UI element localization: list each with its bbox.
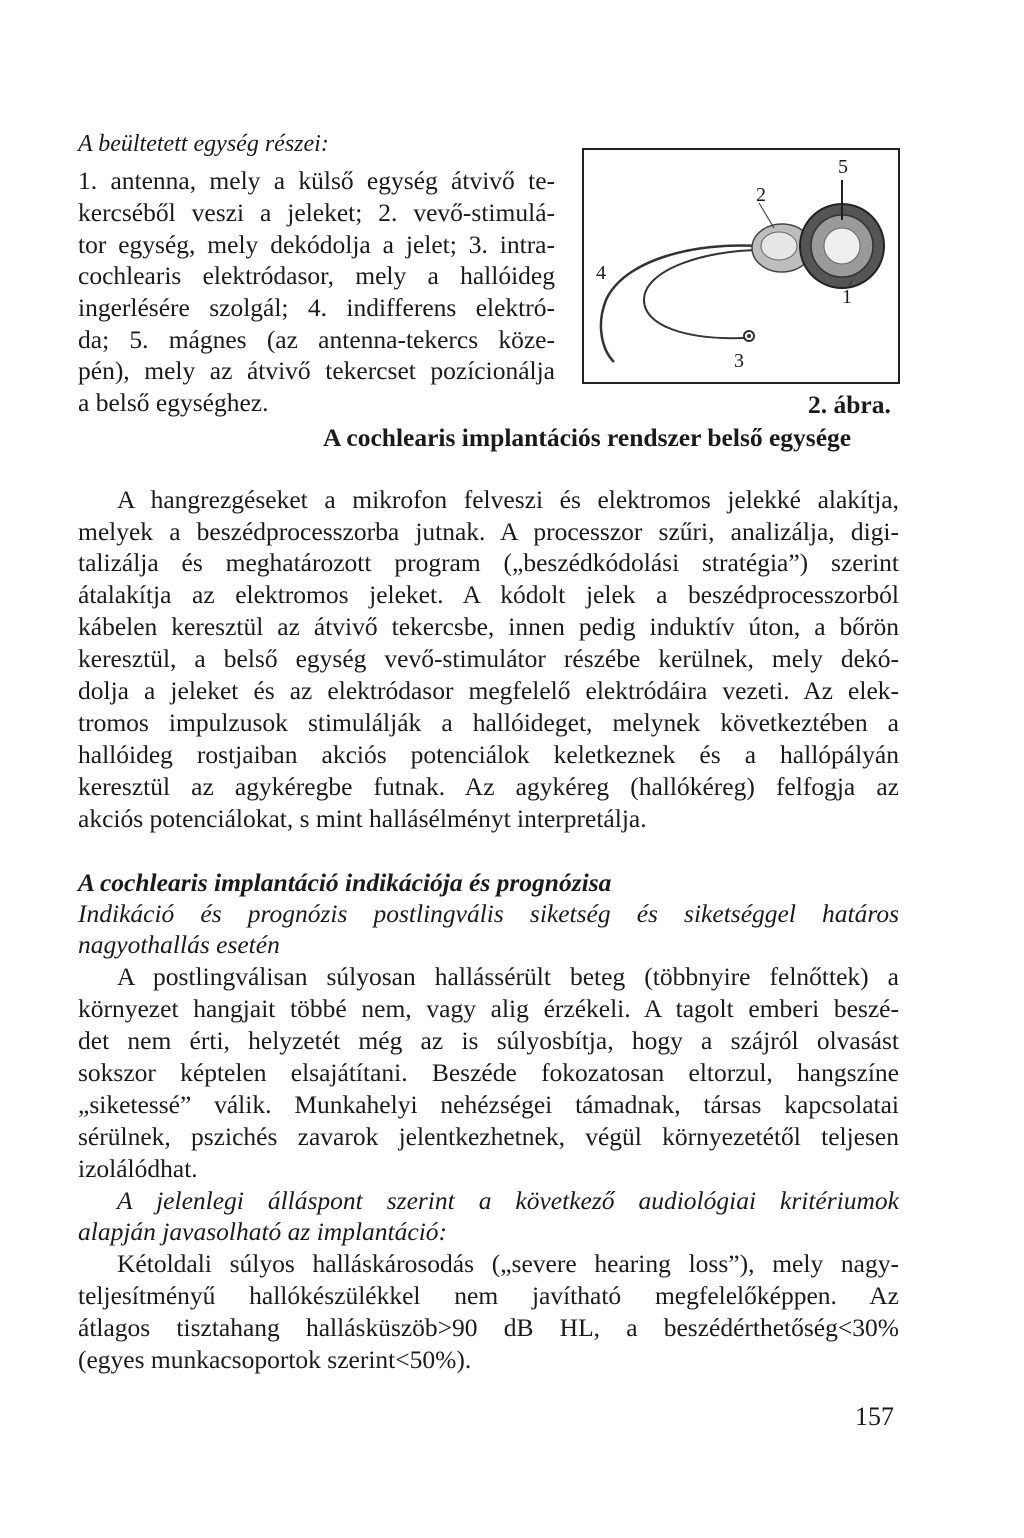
figure-caption-title: A cochlearis implantációs rendszer belső egysége <box>323 423 852 452</box>
criteria-heading-line: alapján javasolható az implantáció: <box>78 1217 448 1246</box>
body-text-line: hallóideg rostjaiban akciós potenciálok keletkeznek és a hallópályán <box>78 740 899 769</box>
body-text-line: átalakítja az elektromos jeleket. A kódolt jelek a beszédprocesszorból <box>78 580 899 609</box>
figure-label-3: 3 <box>734 350 744 372</box>
body-text-line: tromos impulzusok stimulálják a hallóideget, melynek következtében a <box>78 708 899 737</box>
criteria-heading-line: A jelenlegi álláspont szerint a következő audiológiai kritériumok <box>117 1186 899 1215</box>
body-text-line: kábelen keresztül az átvivő tekercsbe, innen pedig induktív úton, a bőrön <box>78 612 899 641</box>
figure-parts-line: ingerlésére szolgál; 4. indifferens elektró- <box>78 293 555 322</box>
figure-parts-line: da; 5. mágnes (az antenna-tekercs köze- <box>78 325 555 354</box>
figure-label-5: 5 <box>838 156 848 178</box>
body-text-line: sokszor képtelen elsajátítani. Beszéde fokozatosan eltorzul, hangszíne <box>78 1058 899 1087</box>
body-text-line: dolja a jeleket és az elektródasor megfelelő elektródáira vezeti. Az elek- <box>78 676 899 705</box>
figure-parts-line: cochlearis elektródasor, mely a hallóideg <box>78 261 555 290</box>
body-text-line: keresztül az agykéregbe futnak. Az agykéreg (hallókéreg) felfogja az <box>78 772 899 801</box>
figure-label-1: 1 <box>842 286 852 308</box>
implant-figure <box>582 148 900 384</box>
body-text-line: A hangrezgéseket a mikrofon felveszi és elektromos jelekké alakítja, <box>117 485 899 514</box>
figure-number: 2. ábra. <box>808 390 891 419</box>
section-heading: A cochlearis implantáció indikációja és prognózisa <box>78 868 612 897</box>
body-text-line: környezet hangjait többé nem, vagy alig érzékeli. A tagolt emberi beszé- <box>78 994 899 1023</box>
body-text-line: (egyes munkacsoportok szerint<50%). <box>78 1345 472 1374</box>
body-text-line: akciós potenciálokat, s mint hallásélményt interpretálja. <box>78 804 647 833</box>
body-text-line: sérülnek, pszichés zavarok jelentkezhetnek, végül környezetétől teljesen <box>78 1122 899 1151</box>
figure-label-4: 4 <box>596 262 606 284</box>
subheading-line: nagyothallás esetén <box>78 930 280 959</box>
body-text-line: „siketessé” válik. Munkahelyi nehézségei támadnak, társas kapcsolatai <box>78 1090 899 1119</box>
body-text-line: talizálja és meghatározott program („beszédkódolási stratégia”) szerint <box>78 548 899 577</box>
subheading-line: Indikáció és prognózis postlingvális siketség és siketséggel határos <box>78 899 899 928</box>
figure-parts-line: kercséből veszi a jeleket; 2. vevő-stimulá- <box>78 198 555 227</box>
body-text-line: átlagos tisztahang hallásküszöb>90 dB HL, a beszédérthetőség<30% <box>78 1313 899 1342</box>
body-text-line: det nem érti, helyzetét még az is súlyosbítja, hogy a szájról olvasást <box>78 1026 899 1055</box>
body-text-line: keresztül, a belső egység vevő-stimulátor részébe kerülnek, mely dekó- <box>78 644 899 673</box>
figure-parts-line: pén), mely az átvivő tekercset pozícionálja <box>78 356 555 385</box>
body-text-line: melyek a beszédprocesszorba jutnak. A processzor szűri, analizálja, digi- <box>78 517 899 546</box>
body-text-line: A postlingválisan súlyosan hallássérült beteg (többnyire felnőttek) a <box>117 962 899 991</box>
body-text-line: teljesítményű hallókészülékkel nem javítható megfelelőképpen. Az <box>78 1281 899 1310</box>
figure-parts-line: 1. antenna, mely a külső egység átvivő te- <box>78 166 555 195</box>
body-text-line: izolálódhat. <box>78 1154 198 1183</box>
body-text-line: Kétoldali súlyos halláskárosodás („severe hearing loss”), mely nagy- <box>117 1249 899 1278</box>
implant-illustration <box>584 150 898 382</box>
page-number: 157 <box>855 1402 894 1431</box>
figure-label-2: 2 <box>756 184 766 206</box>
figure-parts-line: tor egység, mely dekódolja a jelet; 3. intra- <box>78 230 555 259</box>
figure-parts-heading: A beültetett egység részei: <box>78 131 329 157</box>
figure-parts-line: a belső egységhez. <box>78 388 269 417</box>
